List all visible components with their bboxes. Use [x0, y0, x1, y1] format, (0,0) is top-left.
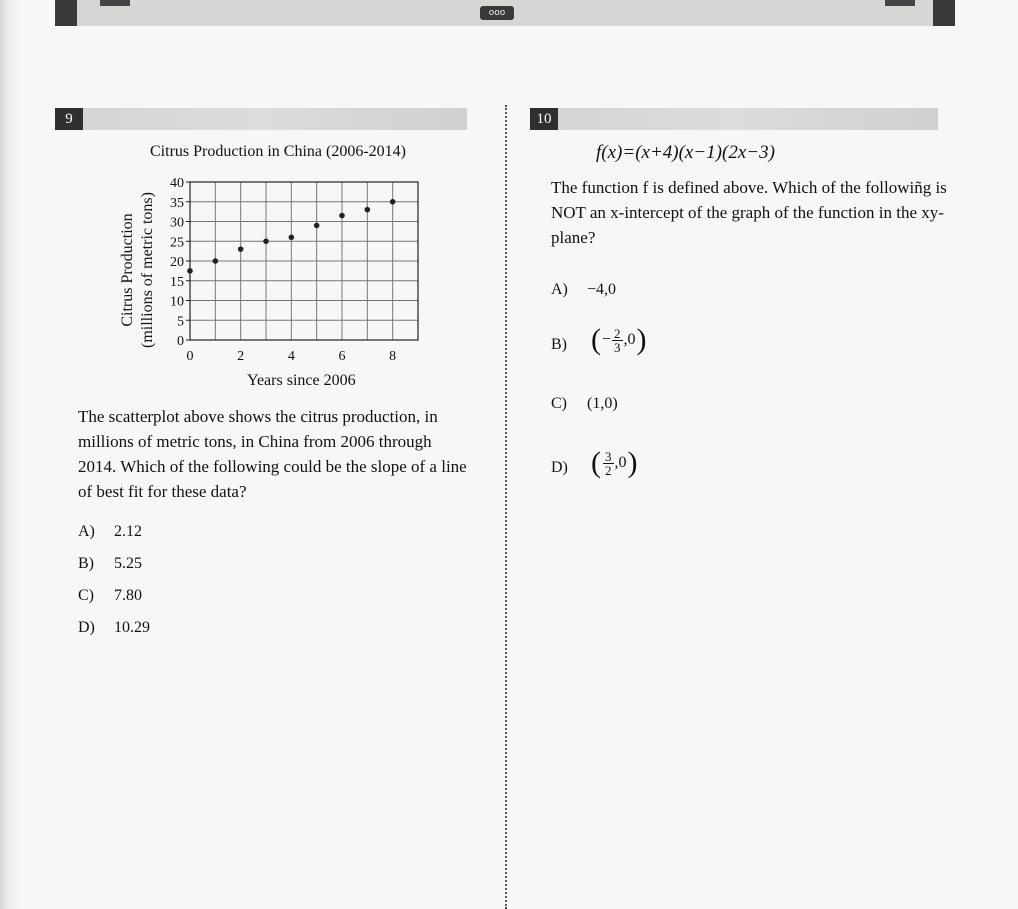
y-tick-label: 0 — [177, 334, 184, 349]
question-9-text: The scatterplot above shows the citrus production, in millions of metric tons, in China from 2006 through 2014. Which of the following could be the slope of a line of best fit for these data? — [78, 407, 467, 501]
top-bar-left-block — [55, 0, 77, 26]
x-tick-labels — [187, 349, 397, 364]
fraction-tail: ,0 — [623, 331, 636, 348]
x-tick-label: 2 — [237, 349, 245, 364]
chart-grid — [190, 182, 418, 340]
fraction-tail: ,0 — [614, 454, 627, 471]
y-axis-label: Citrus Production — [119, 213, 136, 327]
question-9-header — [55, 108, 467, 130]
data-point — [314, 223, 320, 229]
question-10-text: The function f is defined above. Which of the followiñg is NOT an x-intercept of the graph of the function in the xy-plane? — [551, 178, 947, 247]
x-tick-label: 6 — [338, 349, 346, 364]
question-10-number: 10 — [530, 108, 558, 130]
choice-letter: D) — [551, 459, 568, 476]
data-point — [365, 207, 371, 213]
choice-value: ( $\frac{3}{2}$ ,0 ) — [591, 446, 638, 479]
x-tick-label: 4 — [287, 349, 295, 364]
y-tick-label: 20 — [170, 255, 184, 270]
fraction: $\frac{2}{3}$ — [614, 325, 621, 355]
choice-letter: B) — [78, 555, 94, 572]
chart-title: Citrus Production in China (2006-2014) — [150, 143, 406, 160]
y-tick-label: 35 — [170, 195, 184, 211]
choice-letter: C) — [551, 395, 567, 412]
choice-value: 10.29 — [114, 619, 150, 636]
data-point — [289, 235, 295, 241]
data-point — [187, 268, 193, 274]
question-9-choice-d[interactable] — [78, 619, 150, 637]
x-tick-label: 0 — [186, 349, 194, 364]
y-tick-label: 40 — [170, 176, 184, 191]
y-tick-label: 15 — [170, 274, 184, 290]
y-tick-label: 10 — [170, 294, 184, 310]
choice-value: −4,0 — [587, 281, 617, 298]
function-definition: f(x)=(x+4)(x−1)(2x−3) — [596, 142, 775, 163]
fraction-sign: − — [602, 331, 612, 348]
dots-icon: ooo — [480, 6, 514, 20]
x-tick-label: 8 — [389, 349, 397, 364]
y-tick-label: 30 — [170, 215, 184, 231]
scatter-chart — [110, 170, 430, 370]
question-9-choice-c[interactable] — [78, 587, 142, 605]
choice-value: ( − $\frac{2}{3}$ ,0 ) — [591, 323, 647, 356]
y-tick-labels — [170, 176, 190, 349]
choice-letter: B) — [551, 336, 567, 353]
choice-letter: A) — [551, 281, 568, 298]
choice-value: 7.80 — [114, 587, 142, 604]
data-point — [263, 238, 269, 244]
question-10-choice-d[interactable] — [551, 448, 638, 478]
choice-letter: A) — [78, 523, 95, 540]
data-point — [390, 199, 396, 205]
top-bar-left-tick — [100, 0, 130, 6]
data-point — [238, 246, 244, 252]
choice-letter: C) — [78, 587, 94, 604]
y-axis-label-units: (millions of metric tons) — [139, 192, 156, 348]
column-divider — [505, 105, 507, 909]
top-bar-right-tick — [885, 0, 915, 6]
question-10-choice-a[interactable] — [551, 281, 616, 299]
question-9-choice-a[interactable] — [78, 523, 142, 541]
question-9-number: 9 — [55, 108, 83, 130]
question-10-header — [530, 108, 938, 130]
question-9-choice-b[interactable] — [78, 555, 142, 573]
y-tick-label: 25 — [170, 235, 184, 251]
y-tick-label: 5 — [177, 314, 184, 330]
question-10-choice-b[interactable] — [551, 325, 647, 355]
top-bar-right-block — [933, 0, 955, 26]
data-point — [339, 213, 345, 219]
data-point — [213, 258, 219, 264]
choice-value: (1,0) — [587, 395, 618, 412]
choice-value: 2.12 — [114, 523, 142, 540]
x-axis-label: Years since 2006 — [247, 372, 356, 389]
choice-value: 5.25 — [114, 555, 142, 572]
fraction: $\frac{3}{2}$ — [605, 448, 612, 478]
page-edge — [0, 0, 20, 909]
choice-letter: D) — [78, 619, 95, 636]
question-10-choice-c[interactable] — [551, 395, 618, 413]
